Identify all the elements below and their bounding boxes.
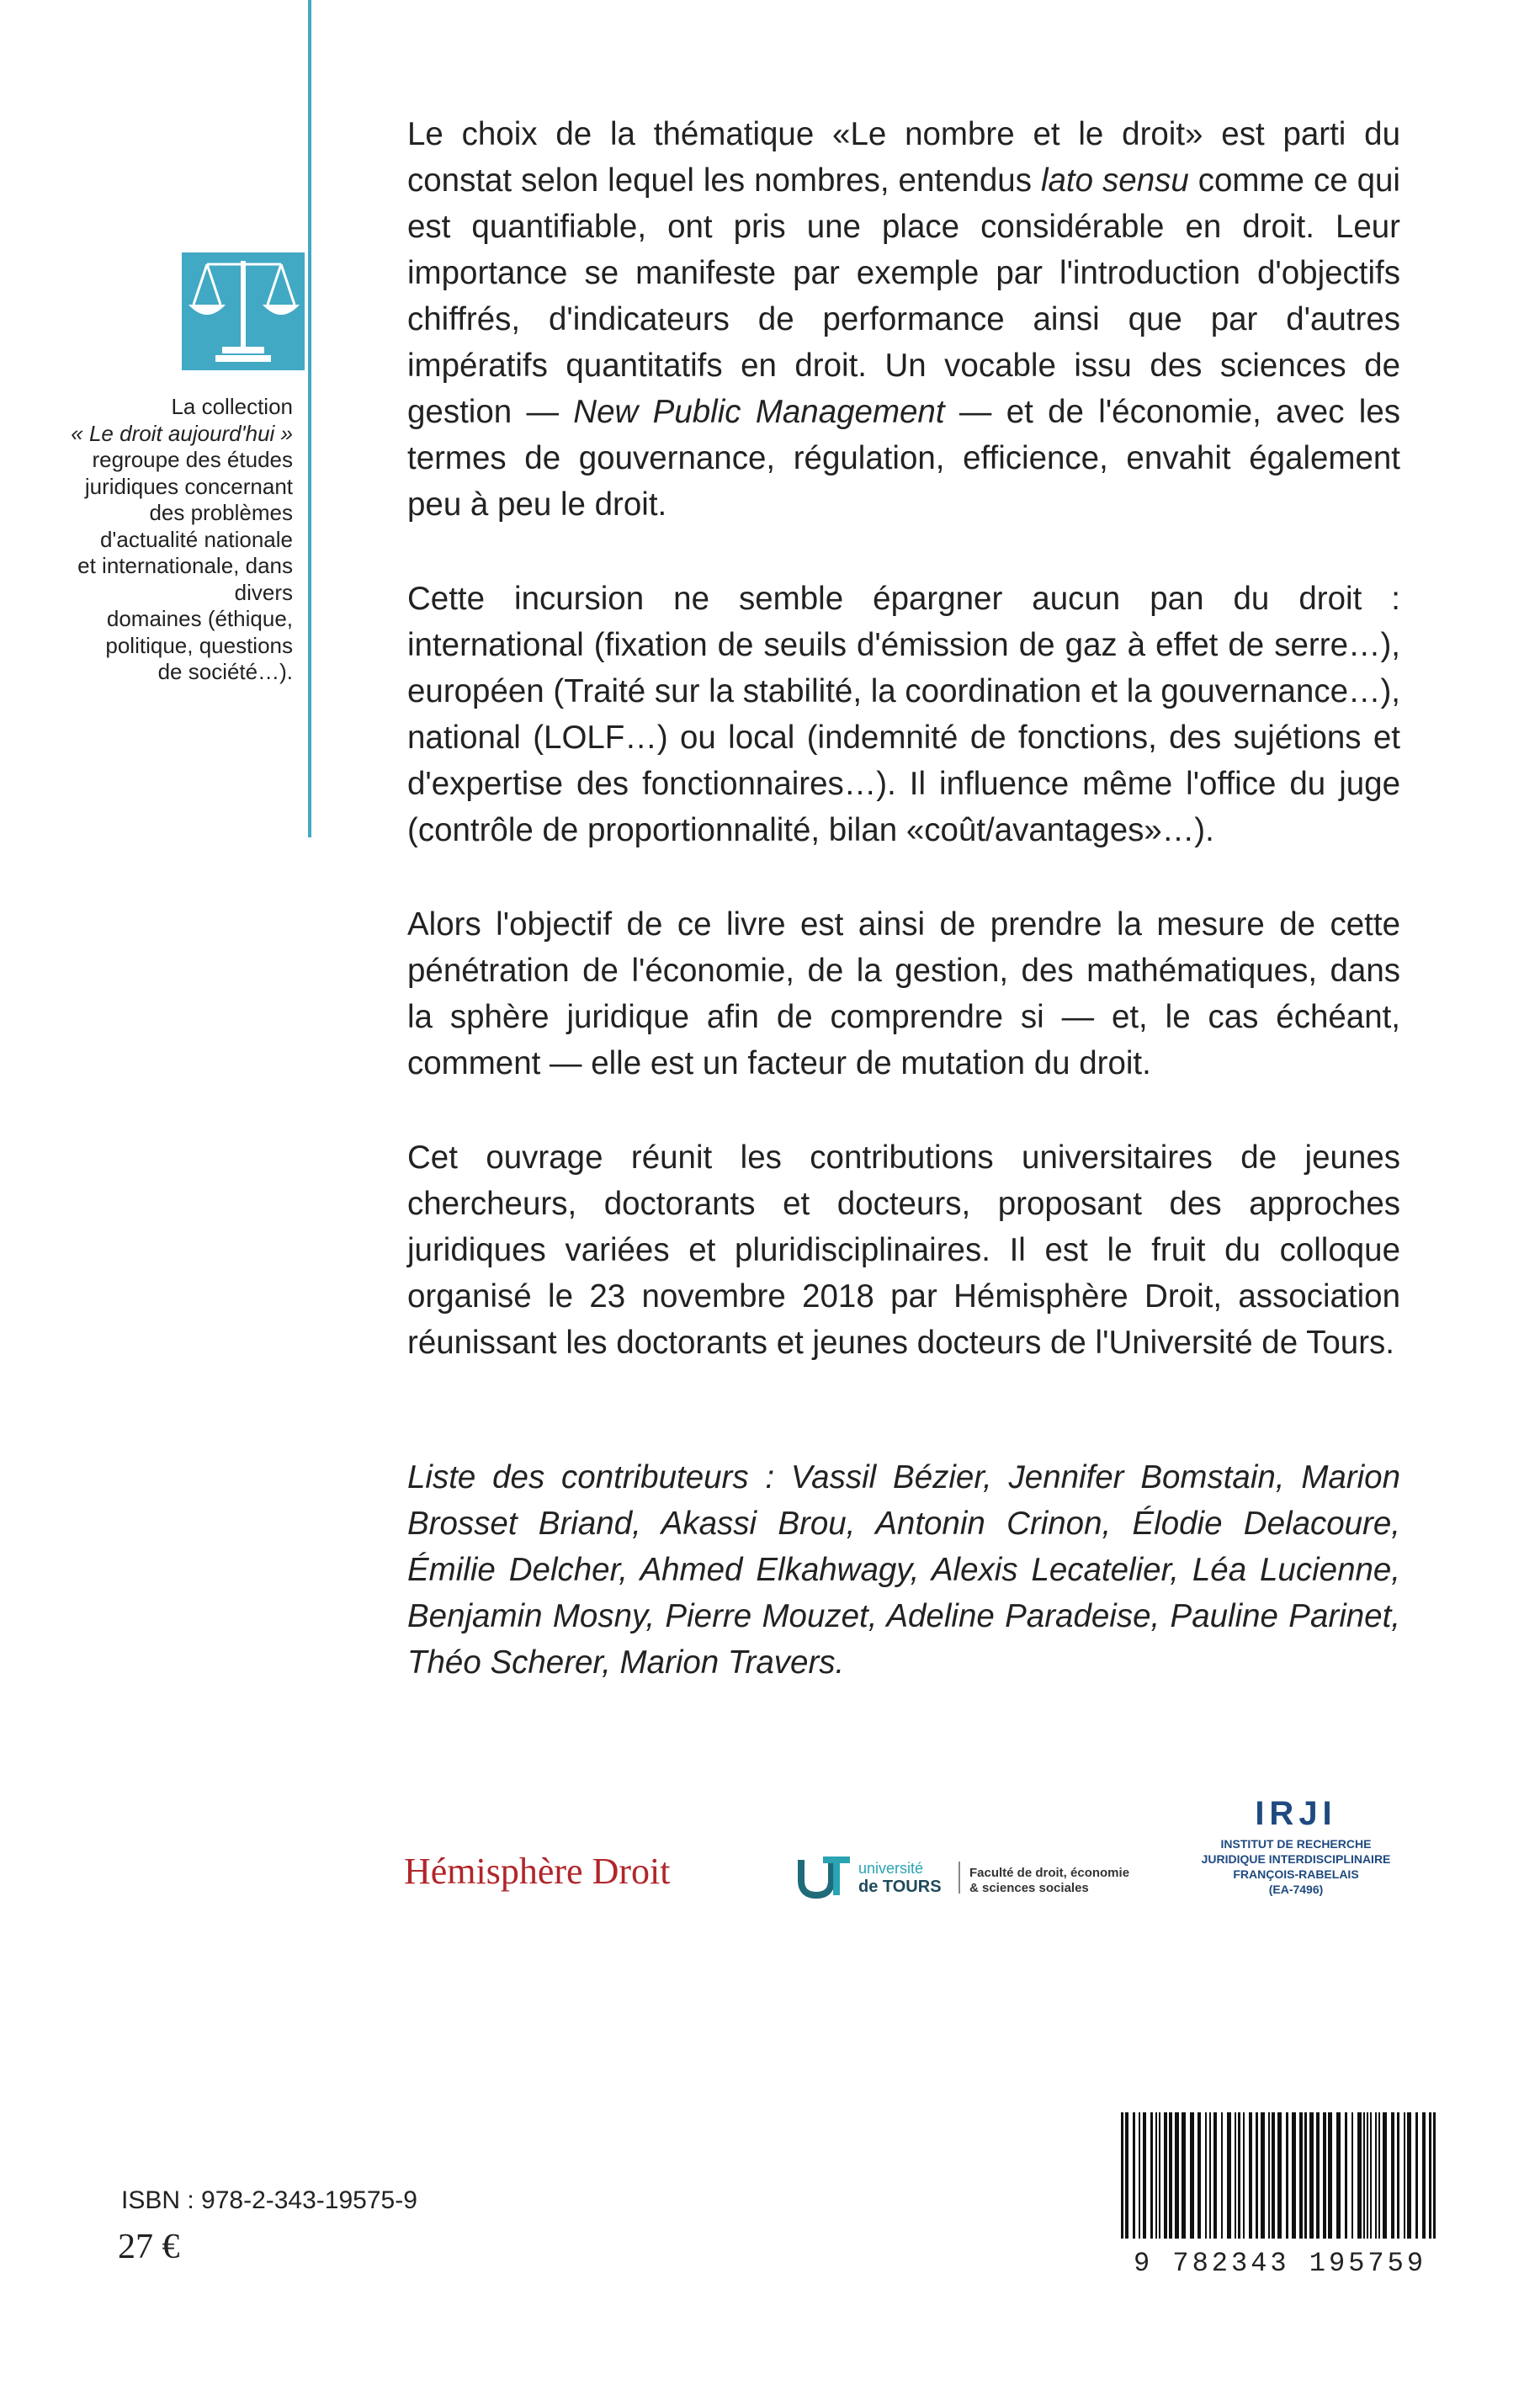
barcode-bar (1221, 2112, 1223, 2239)
barcode-bar (1268, 2112, 1270, 2239)
barcode-bar (1316, 2112, 1320, 2239)
barcode-bar (1243, 2112, 1245, 2239)
text-run: comme ce qui est quantifiable, ont pris une place considérable en droit. Leur importance se manifeste par exemple par l'introduction d'objectifs chiffrés, d'indicateurs de performance ainsi que par d'autres impératifs quantitatifs en droit. Un vocable issu des sciences de gestion — (407, 162, 1400, 430)
barcode-bar (1182, 2112, 1186, 2239)
barcode-bar (1378, 2112, 1380, 2239)
barcode-bar (1397, 2112, 1399, 2239)
tours-name-line1: université (858, 1860, 924, 1877)
barcode-bar (1155, 2112, 1157, 2239)
blurb-line: « Le droit aujourd'hui » (71, 420, 293, 446)
irji-line1: INSTITUT DE RECHERCHE (1220, 1837, 1372, 1851)
irji-line3: FRANÇOIS-RABELAIS (1233, 1867, 1359, 1881)
barcode-bar (1407, 2112, 1411, 2239)
barcode-bar (1351, 2112, 1353, 2239)
barcode-bar (1433, 2112, 1436, 2239)
scales-of-justice-icon (182, 252, 305, 370)
barcode-bar (1261, 2112, 1265, 2239)
universite-tours-logo (798, 1851, 1143, 1902)
barcode-bar (1415, 2112, 1418, 2239)
barcode-bar (1159, 2112, 1160, 2239)
tours-faculty-line1: Faculté de droit, économie (969, 1866, 1130, 1880)
barcode-bar (1227, 2112, 1231, 2239)
barcode-bar (1150, 2112, 1153, 2239)
barcode-bar (1249, 2112, 1252, 2239)
barcode-bar (1345, 2112, 1347, 2239)
blurb-line: juridiques concernant (84, 473, 293, 499)
barcode-bar (1139, 2112, 1140, 2239)
hemisphere-logo-text: Hémisphère Droit (404, 1851, 671, 1892)
barcode-bar (1190, 2112, 1194, 2239)
barcode-bar (1272, 2112, 1275, 2239)
blurb-line: de société…). (157, 659, 293, 684)
barcode-bar (1277, 2112, 1282, 2239)
barcode-bar (1292, 2112, 1296, 2239)
barcode-bar (1256, 2112, 1258, 2239)
barcode-bar (1375, 2112, 1377, 2239)
barcode-bar (1213, 2112, 1217, 2239)
barcode-bar (1422, 2112, 1426, 2239)
blurb-line: des problèmes (149, 500, 293, 525)
barcode-bar (1383, 2112, 1387, 2239)
barcode-bar (1143, 2112, 1146, 2239)
italic-term: lato sensu (1040, 162, 1189, 199)
sidebar-divider (308, 0, 311, 837)
paragraph-theme (407, 111, 1400, 528)
barcode-bar (1323, 2112, 1326, 2239)
barcode-bar (1235, 2112, 1236, 2239)
paragraph-incursion: Cette incursion ne semble épargner aucun pan du droit : international (fixation de seuils d'émission de gaz à effet de serre…), européen (Traité sur la stabilité, la coordination et la gouvernance…), national (LOLF…) ou local (indemnité de fonctions, des sujétions et d'expertise des fonctionnaires…). Il influence même l'office du juge (contrôle de proportionnalité, bilan «coût/avantages»…). (407, 581, 1400, 848)
barcode-bar (1121, 2112, 1123, 2239)
tours-name-line2: de TOURS (858, 1878, 942, 1896)
barcode-bar (1304, 2112, 1307, 2239)
blurb-line: d'actualité nationale (99, 526, 293, 552)
barcode-bar (1205, 2112, 1207, 2239)
back-cover-summary (407, 111, 1400, 1414)
barcode-bar (1309, 2112, 1314, 2239)
contributors-list: Liste des contributeurs : Vassil Bézier, Jennifer Bomstain, Marion Brosset Briand, Akassi Brou, Antonin Crinon, Élodie Delacoure, Émilie Delcher, Ahmed Elkahwagy, Alexis Lecatelier, Léa Lucienne, Benjamin Mosny, Pierre Mouzet, Adeline Paradeise, Pauline Parinet, Théo Scherer, Marion Travers. (407, 1459, 1400, 1681)
barcode-digits: 9 782343 195759 (1133, 2248, 1427, 2277)
barcode-bar (1169, 2112, 1172, 2239)
barcode-bar (1299, 2112, 1303, 2239)
paragraph-objective: Alors l'objectif de ce livre est ainsi de prendre la mesure de cette pénétration de l'économie, de la gestion, des mathématiques, dans la sphère juridique afin de comprendre si — et, le cas échéant, comment — elle est un facteur de mutation du droit. (407, 906, 1400, 1081)
barcode-bar (1367, 2112, 1368, 2239)
barcode-bar (1336, 2112, 1341, 2239)
barcode-bar (1404, 2112, 1405, 2239)
irji-logo (1178, 1791, 1414, 1909)
blurb-line: politique, questions (105, 632, 293, 658)
barcode-bar (1133, 2112, 1135, 2239)
barcode-bar (1238, 2112, 1240, 2239)
barcode-bar (1357, 2112, 1362, 2239)
blurb-line: divers (234, 579, 293, 605)
irji-line4: (EA-7496) (1268, 1883, 1324, 1896)
barcode-bar (1363, 2112, 1365, 2239)
barcode-bar (1328, 2112, 1332, 2239)
barcode-bar (1370, 2112, 1372, 2239)
irji-acronym: IRJI (1255, 1795, 1337, 1832)
italic-term: New Public Management (573, 394, 945, 430)
text-run: Le choix de la thématique «Le nombre et le droit» est parti du constat selon lequel les nombres, entendus (407, 116, 1400, 199)
hemisphere-droit-logo (404, 1843, 741, 1902)
barcode-bar (1429, 2112, 1431, 2239)
isbn-barcode (1107, 2109, 1452, 2277)
blurb-line: domaines (éthique, (106, 606, 293, 631)
barcode-bar (1175, 2112, 1179, 2239)
barcode-bar (1286, 2112, 1288, 2239)
blurb-line: regroupe des études (92, 447, 293, 472)
text-run: — et de l'économie, avec les termes de gouvernance, régulation, efficience, envahit également peu à peu le droit. (407, 394, 1400, 523)
barcode-bar (1209, 2112, 1211, 2239)
tours-faculty-line2: & sciences sociales (969, 1881, 1089, 1895)
irji-line2: JURIDIQUE INTERDISCIPLINAIRE (1201, 1852, 1391, 1866)
barcode-bar (1197, 2112, 1201, 2239)
barcode-bar (1164, 2112, 1167, 2239)
isbn-label: ISBN : 978-2-343-19575-9 (121, 2186, 417, 2214)
price-label: 27 € (118, 2228, 180, 2266)
blurb-line: La collection (171, 394, 293, 419)
collection-blurb (25, 394, 293, 686)
blurb-line: et internationale, dans (77, 553, 293, 578)
barcode-bar (1391, 2112, 1394, 2239)
barcode-bar (1125, 2112, 1128, 2239)
paragraph-colloque: Cet ouvrage réunit les contributions universitaires de jeunes chercheurs, doctorants et docteurs, proposant des approches juridiques variées et pluridisciplinaires. Il est le fruit du colloque organisé le 23 novembre 2018 par Hémisphère Droit, association réunissant les doctorants et jeunes docteurs de l'Université de Tours. (407, 1139, 1400, 1361)
